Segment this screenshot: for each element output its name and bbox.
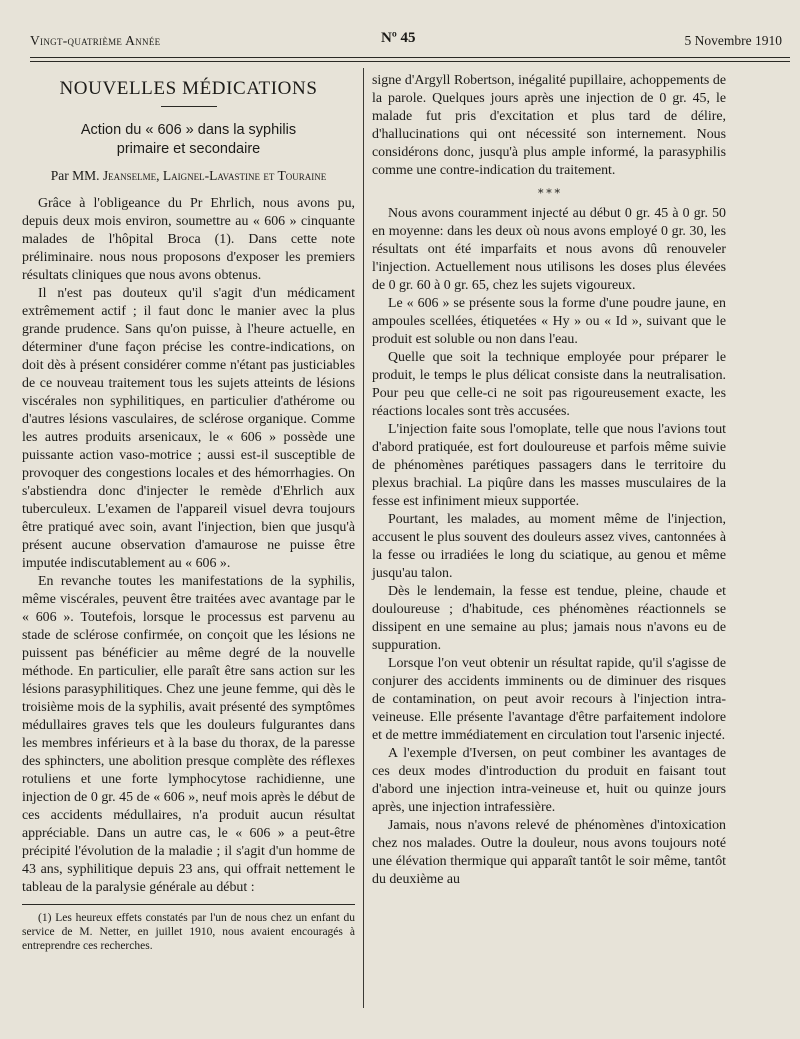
article-authors	[22, 167, 355, 185]
paragraph: A l'exemple d'Iversen, on peut combiner les avantages de ces deux modes d'introduction du produit en faisant tout d'abord une injection intra-veineuse et, huit ou quinze jours après, une injection intrafessière.	[372, 746, 726, 815]
header-volume: Vingt-quatrième Année	[30, 33, 161, 48]
footnote-rule	[22, 904, 355, 905]
paragraph: Pourtant, les malades, au moment même de l'injection, accusent le plus souvent des douleurs assez vives, cantonnées à la fesse ou irradiées le long du sciatique, au genou et même jusqu'au talon.	[372, 512, 726, 581]
column-divider	[363, 68, 364, 1008]
authors-prefix: Par MM.	[50, 168, 100, 183]
asterism: ⁎ ⁎ ⁎	[538, 184, 560, 196]
header-rule	[30, 57, 790, 58]
section-title: NOUVELLES MÉDICATIONS	[59, 78, 318, 99]
paragraph: Jamais, nous n'avons relevé de phénomènes d'intoxication chez nos malades. Outre la douleur, nous avons toujours noté une élévation thermique qui apparaît tantôt le soir même, tantôt du deuxième au	[372, 818, 726, 887]
paragraph: Nous avons couramment injecté au début 0 gr. 45 à 0 gr. 50 en moyenne: dans les deux où nous avons employé 0 gr. 30, les résultats ont été imparfaits et nous avons dû renouveler l'injection. Actuellement nous utilisons les doses plus élevées de 0 gr. 60 à 0 gr. 65, chez les sujets vigoureux.	[372, 206, 726, 293]
paragraph: L'injection faite sous l'omoplate, telle que nous l'avions tout d'abord pratiquée, est fort douloureuse et parfois même suivie de phénomènes parétiques passagers dans le territoire du plexus brachial. La piqûre dans les masses musculaires de la fesse est infiniment mieux supportée.	[372, 422, 726, 509]
header-date: 5 Novembre 1910	[684, 33, 782, 48]
article-title-line1: Action du « 606 » dans la syphilis	[80, 122, 297, 138]
paragraph: Il n'est pas douteux qu'il s'agit d'un médicament extrêmement actif ; il faut donc le manier avec la plus grande prudence. Sans qu'on puisse, à l'heure actuelle, en déterminer d'une façon précise les contre-indications, on doit dès à présent considérer comme n'étant pas justiciables de ce nouveau traitement tous les sujets atteints de lésions viscérales non syphilitiques, en particulier d'athérome ou d'autres lésions vasculaires, de sclérose organique. Comme les autres produits arsenicaux, le « 606 » possède une puissante action vaso-motrice ; aussi est-il susceptible de provoquer des congestions locales et des hémorrhagies. On s'abstiendra donc d'injecter le remède d'Ehrlich aux tuberculeux. L'examen de l'appareil visuel devra toujours être pratiqué avec soin, avant l'injection, bien que jusqu'à présent aucune observation d'amaurose ne puisse être imputée indiscutablement au « 606 ».	[22, 286, 355, 571]
right-column	[372, 72, 726, 889]
paragraph: Quelle que soit la technique employée pour préparer le produit, le temps le plus délicat consiste dans la neutralisation. Pour peu que celle-ci ne soit pas rigoureusement exacte, les réactions locales sont très accusées.	[372, 350, 726, 419]
paragraph: Dès le lendemain, la fesse est tendue, pleine, chaude et douloureuse ; d'habitude, ces phénomènes réactionnels se dissipent en une semaine au plus; jamais nous n'avons eu de suppuration.	[372, 584, 726, 653]
paragraph-continued: signe d'Argyll Robertson, inégalité pupillaire, achoppements de la parole. Quelques jours après une injection de 0 gr. 45, le malade fut pris d'excitation et plus tard de délire, d'hallucinations qui ont nécessité son internement. Nous considérons donc, jusqu'à plus ample informé, la parasyphilis comme une contre-indication du traitement.	[372, 73, 726, 178]
page-header	[30, 30, 782, 52]
authors-names: Jeanselme, Laignel-Lavastine et Touraine	[102, 168, 327, 183]
paragraph: Lorsque l'on veut obtenir un résultat rapide, qu'il s'agisse de conjurer des accidents imminents ou de diminuer des risques de contamination, on peut avoir recours à l'injection intra-veineuse. Elle présente l'avantage d'être parfaitement indolore et de mettre immédiatement en circulation tout l'arsenic injecté.	[372, 656, 726, 743]
footnote: (1) Les heureux effets constatés par l'un de nous chez un enfant du service de M. Netter, en juillet 1910, nous avaient encouragés à entreprendre ces recherches.	[22, 912, 355, 952]
header-rule-double	[30, 61, 790, 62]
title-rule	[161, 106, 217, 107]
left-column	[22, 72, 355, 953]
paragraph: En revanche toutes les manifestations de la syphilis, même viscérales, peuvent être traitées avec avantage par le « 606 ». Toutefois, lorsque le processus est parvenu au stade de sclérose confirmée, on conçoit que les lésions ne puissent pas bénéficier au même degré de la nouvelle méthode. En particulier, elle paraît être sans action sur les lésions parasyphilitiques. Chez une jeune femme, qui dès le troisième mois de la syphilis, avait présenté des symptômes médullaires graves tels que les douleurs fulgurantes dans les membres inférieurs et à la base du thorax, de la paresse des sphincters, une abolition presque complète des réflexes rotuliens et une forte lymphocytose rachidienne, une injection de 0 gr. 45 de « 606 », neuf mois après le début de ces accidents médullaires, n'a produit aucun résultat appréciable. Dans un autre cas, le « 606 » a peut-être précipité l'évolution de la maladie ; il s'agit d'un homme de 43 ans, syphilitique depuis 23 ans, qui offrait nettement le tableau de la paralysie générale au début :	[22, 574, 355, 895]
paragraph: Grâce à l'obligeance du Pr Ehrlich, nous avons pu, depuis deux mois environ, soumettre au « 606 » cinquante malades de l'hôpital Broca (1). Dans cette note préliminaire. nous nous proposons d'exposer les premiers résultats cliniques que nous avons obtenus.	[22, 196, 355, 283]
article-title	[22, 121, 355, 159]
article-title-line2: primaire et secondaire	[116, 141, 261, 157]
paragraph: Le « 606 » se présente sous la forme d'une poudre jaune, en ampoules scellées, étiquetées « Hy » ou « Id », suivant que le produit est soluble ou non dans l'eau.	[372, 296, 726, 347]
header-issue-number: Nº 45	[381, 30, 416, 46]
